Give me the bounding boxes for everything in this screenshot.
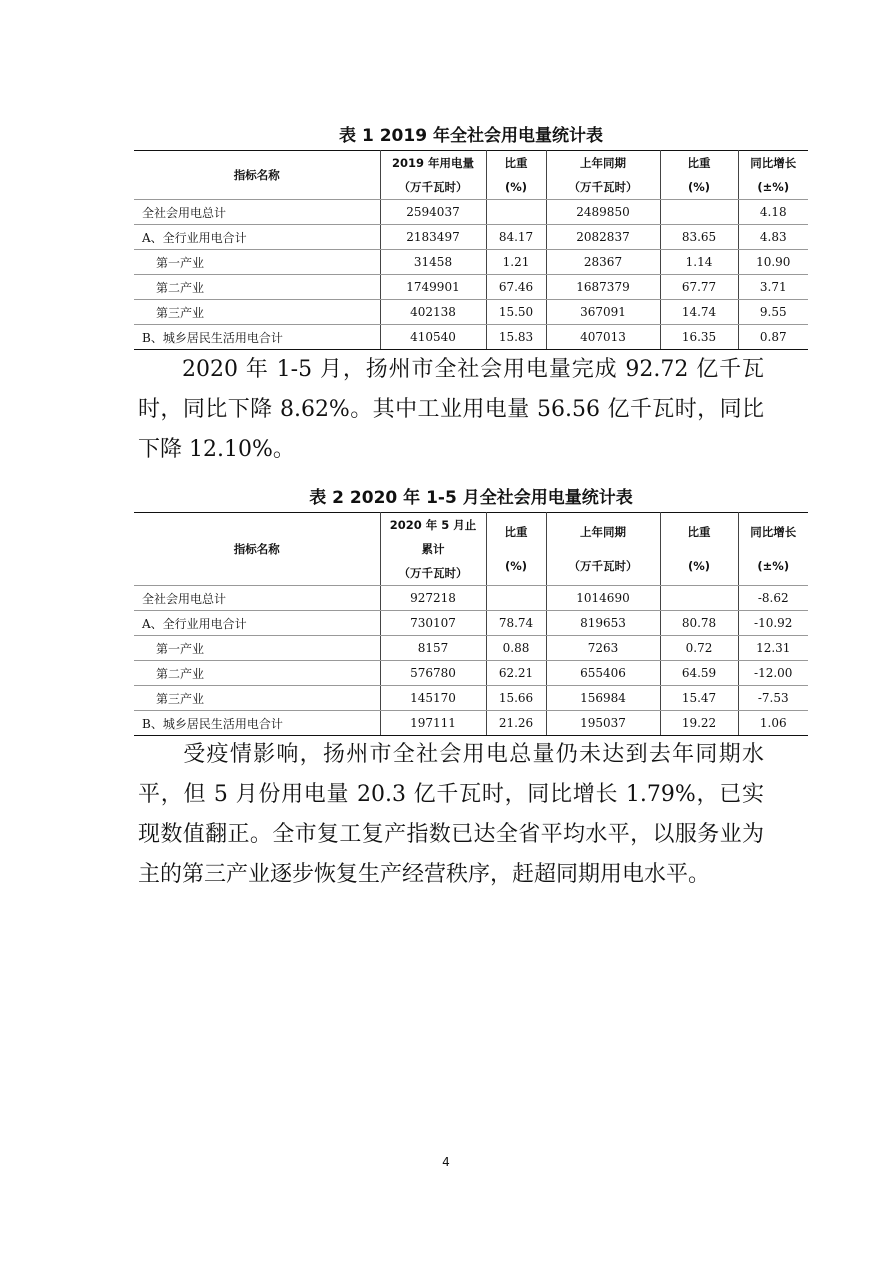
body-paragraph (138, 735, 764, 895)
table1-header-col5-line1: 同比增长 (750, 156, 797, 170)
cell-value: 67.46 (486, 275, 546, 300)
table1-header-col3-line2: （万千瓦时） (568, 180, 638, 194)
paragraph-text: 受疫情影响，扬州市全社会用电总量仍未达到去年同期水平，但 5 月份用电量 20.3 亿千瓦时，同比增长 1.79%，已实现数值翻正。全市复工复产指数已达全省平均水平，以服务业为主的第三产业逐步恢复生产经营秩序，赶超同期用电水平。 (138, 742, 764, 887)
table2-header-col3 (546, 513, 660, 586)
table1-header-col3 (546, 151, 660, 200)
cell-value: 8157 (380, 636, 486, 661)
cell-value: 819653 (546, 611, 660, 636)
row-name: 第二产业 (134, 661, 380, 686)
cell-value: 2489850 (546, 200, 660, 225)
paragraph-text: 2020 年 1-5 月，扬州市全社会用电量完成 92.72 亿千瓦时，同比下降 8.62%。其中工业用电量 56.56 亿千瓦时，同比下降 12.10%。 (138, 357, 764, 462)
table2-header-col5-line2: (±%) (757, 559, 790, 573)
cell-value: 156984 (546, 686, 660, 711)
cell-value: 927218 (380, 586, 486, 611)
cell-value: 367091 (546, 300, 660, 325)
cell-value: 2082837 (546, 225, 660, 250)
row-name: 第三产业 (134, 686, 380, 711)
table-row (134, 200, 808, 225)
table2-header-name: 指标名称 (134, 513, 380, 586)
cell-value: 28367 (546, 250, 660, 275)
cell-value: -7.53 (738, 686, 808, 711)
table1-header-col1 (380, 151, 486, 200)
cell-value: 2594037 (380, 200, 486, 225)
cell-value: 1687379 (546, 275, 660, 300)
table1-header-col5 (738, 151, 808, 200)
table1-header-name: 指标名称 (134, 151, 380, 200)
table-row (134, 325, 808, 350)
table2-header-col1 (380, 513, 486, 586)
table-row (134, 300, 808, 325)
table1-header-col2-line1: 比重 (504, 156, 528, 170)
body-paragraph (138, 350, 764, 470)
table1-header-col2 (486, 151, 546, 200)
cell-value (486, 586, 546, 611)
table2-header-col2-line2: (%) (504, 559, 528, 573)
cell-value: 195037 (546, 711, 660, 736)
cell-value: 62.21 (486, 661, 546, 686)
cell-value: 84.17 (486, 225, 546, 250)
cell-value: 4.83 (738, 225, 808, 250)
table2-header-col1-line2: 累计 (421, 542, 445, 556)
row-name: A、全行业用电合计 (134, 225, 380, 250)
cell-value: 197111 (380, 711, 486, 736)
cell-value: 1.21 (486, 250, 546, 275)
cell-value: 407013 (546, 325, 660, 350)
cell-value: 1749901 (380, 275, 486, 300)
table1-header-col2-line2: (%) (504, 180, 528, 194)
table1-header-col5-line2: (±%) (757, 180, 790, 194)
cell-value: 0.87 (738, 325, 808, 350)
table1-caption: 表 1 2019 年全社会用电量统计表 (339, 126, 603, 146)
row-name: B、城乡居民生活用电合计 (134, 711, 380, 736)
cell-value: 31458 (380, 250, 486, 275)
cell-value (660, 586, 738, 611)
table-row (134, 636, 808, 661)
cell-value: 1.14 (660, 250, 738, 275)
cell-value: 10.90 (738, 250, 808, 275)
cell-value: 410540 (380, 325, 486, 350)
row-name: 全社会用电总计 (134, 586, 380, 611)
row-name: 第二产业 (134, 275, 380, 300)
table-row (134, 711, 808, 736)
table1-header-col4-line1: 比重 (687, 156, 711, 170)
cell-value: 1014690 (546, 586, 660, 611)
table-row (134, 686, 808, 711)
cell-value: 655406 (546, 661, 660, 686)
table2-header-col4-line2: (%) (687, 559, 711, 573)
table2-header-col4 (660, 513, 738, 586)
table2-header-col3-line2: （万千瓦时） (568, 559, 638, 573)
row-name: 全社会用电总计 (134, 200, 380, 225)
table-row (134, 586, 808, 611)
table-row (134, 275, 808, 300)
cell-value: 9.55 (738, 300, 808, 325)
table2-header-col5 (738, 513, 808, 586)
cell-value: 12.31 (738, 636, 808, 661)
table1 (134, 150, 808, 350)
table-row (134, 661, 808, 686)
row-name: B、城乡居民生活用电合计 (134, 325, 380, 350)
cell-value: 64.59 (660, 661, 738, 686)
cell-value: 15.66 (486, 686, 546, 711)
cell-value: 21.26 (486, 711, 546, 736)
cell-value: 3.71 (738, 275, 808, 300)
cell-value: -10.92 (738, 611, 808, 636)
table2-header-col2 (486, 513, 546, 586)
cell-value: 7263 (546, 636, 660, 661)
table1-header-col3-line1: 上年同期 (580, 156, 626, 170)
table-row (134, 225, 808, 250)
cell-value: 402138 (380, 300, 486, 325)
page-number: 4 (442, 1155, 450, 1169)
cell-value: 16.35 (660, 325, 738, 350)
cell-value (486, 200, 546, 225)
cell-value: 1.06 (738, 711, 808, 736)
cell-value (660, 200, 738, 225)
table1-header-col4-line2: (%) (687, 180, 711, 194)
cell-value: 15.83 (486, 325, 546, 350)
table1-header-col1-line2: （万千瓦时） (398, 180, 468, 194)
cell-value: 15.50 (486, 300, 546, 325)
cell-value: 0.72 (660, 636, 738, 661)
cell-value: 67.77 (660, 275, 738, 300)
cell-value: 2183497 (380, 225, 486, 250)
cell-value: 14.74 (660, 300, 738, 325)
table2-header-col3-line1: 上年同期 (580, 525, 626, 539)
row-name: 第一产业 (134, 250, 380, 275)
table-row (134, 250, 808, 275)
cell-value: 78.74 (486, 611, 546, 636)
row-name: 第一产业 (134, 636, 380, 661)
cell-value: 576780 (380, 661, 486, 686)
table2-header-col2-line1: 比重 (504, 525, 528, 539)
cell-value: 83.65 (660, 225, 738, 250)
table2 (134, 512, 808, 736)
table1-header-col4 (660, 151, 738, 200)
table1-header-col1-line1: 2019 年用电量 (391, 156, 474, 170)
cell-value: -8.62 (738, 586, 808, 611)
cell-value: 730107 (380, 611, 486, 636)
table-row (134, 611, 808, 636)
cell-value: 80.78 (660, 611, 738, 636)
cell-value: 15.47 (660, 686, 738, 711)
table2-header-col1-line1: 2020 年 5 月止 (389, 518, 477, 532)
cell-value: 145170 (380, 686, 486, 711)
cell-value: -12.00 (738, 661, 808, 686)
table2-caption: 表 2 2020 年 1-5 月全社会用电量统计表 (309, 488, 633, 508)
table2-header-col1-line3: （万千瓦时） (398, 566, 468, 580)
row-name: 第三产业 (134, 300, 380, 325)
table2-header-col4-line1: 比重 (687, 525, 711, 539)
table2-header-col5-line1: 同比增长 (750, 525, 797, 539)
row-name: A、全行业用电合计 (134, 611, 380, 636)
cell-value: 19.22 (660, 711, 738, 736)
cell-value: 4.18 (738, 200, 808, 225)
cell-value: 0.88 (486, 636, 546, 661)
